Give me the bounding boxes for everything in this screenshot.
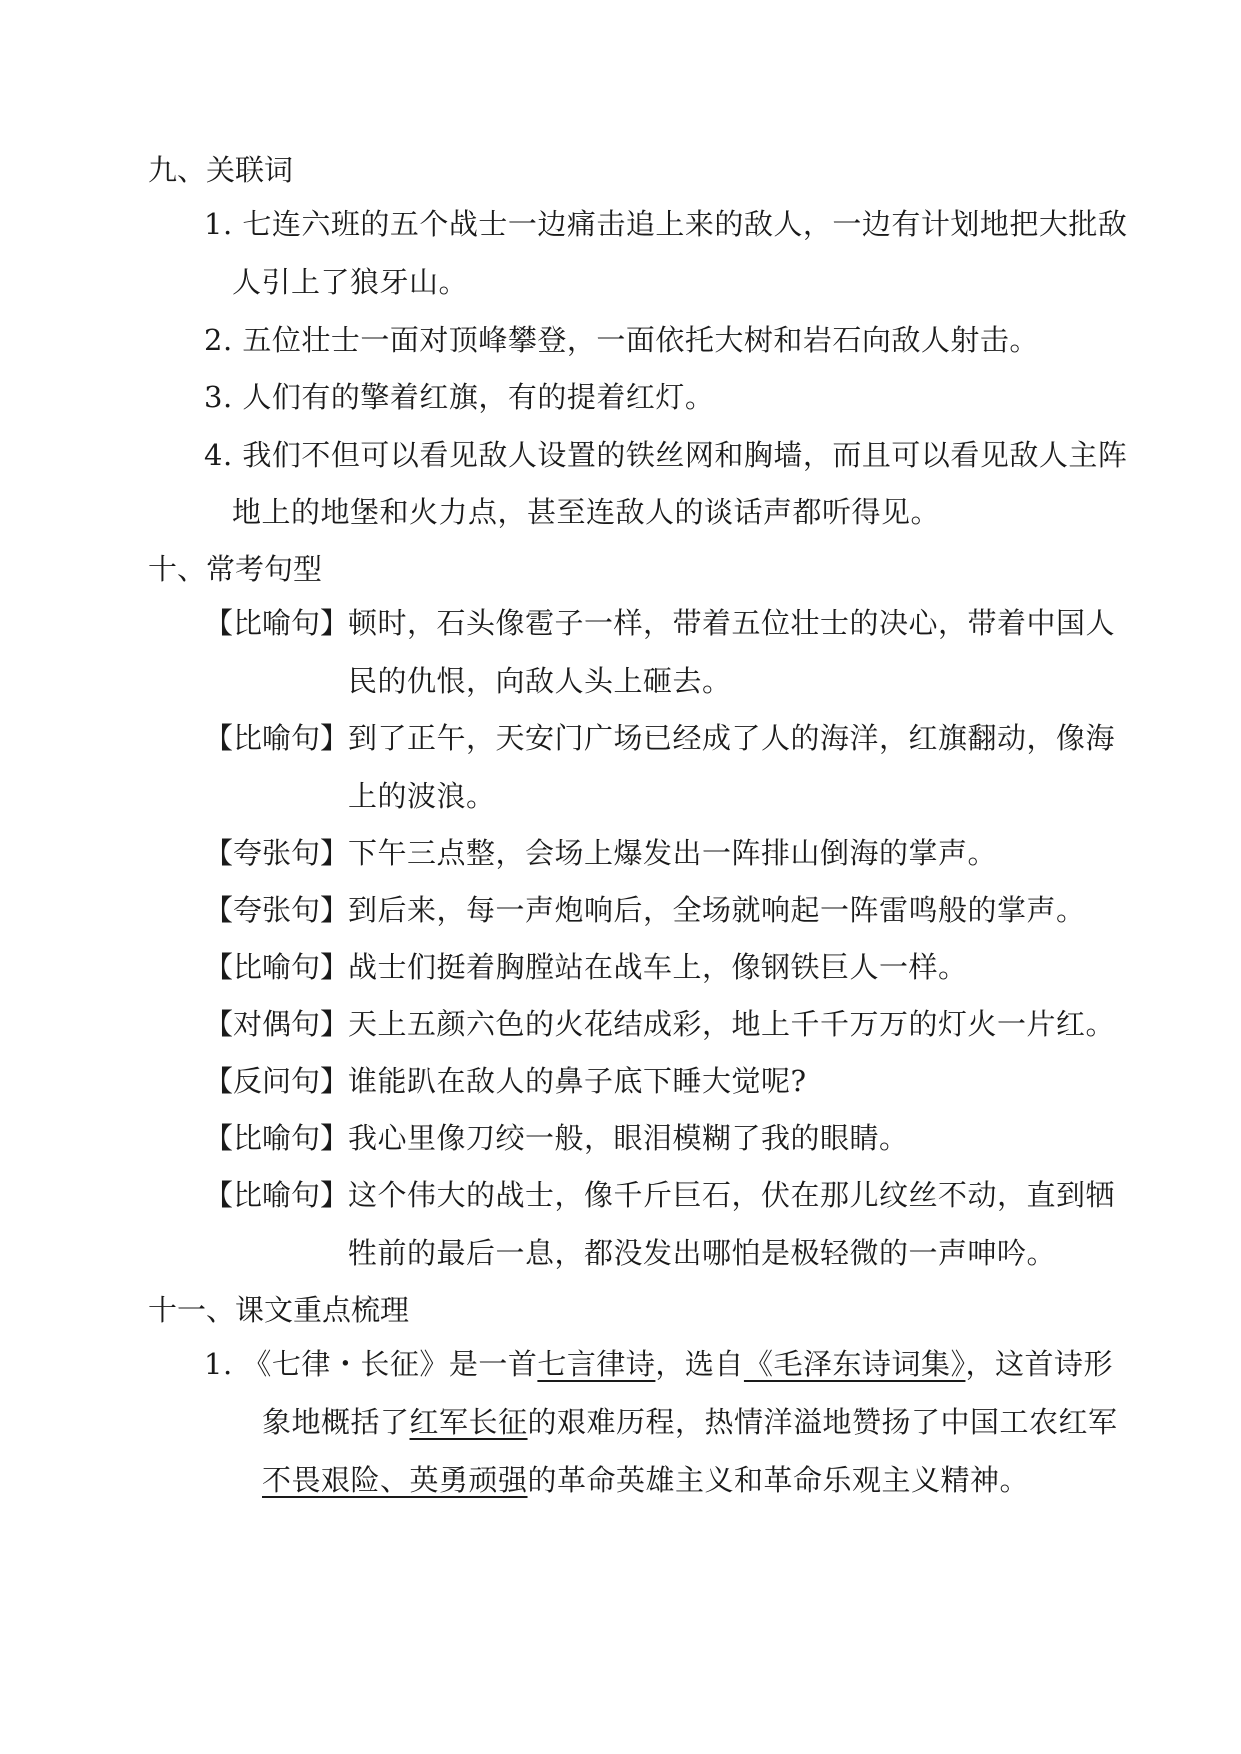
pattern-item-9-line-1: 这个伟大的战士，像千斤巨石，伏在那儿纹丝不动，直到牺 [348, 1178, 1116, 1212]
key-point-number: 1. [204, 1347, 243, 1381]
underlined-answer: 《毛泽东诗词集》 [743, 1347, 966, 1381]
pattern-item-1-line-2: 民的仇恨，向敌人头上砸去。 [348, 664, 732, 698]
underlined-answer: 不畏艰险、英勇顽强 [262, 1463, 528, 1497]
key-point-text: 的革命英雄主义和革命乐观主义精神。 [527, 1463, 1030, 1497]
pattern-item-5: 战士们挺着胸膛站在战车上，像钢铁巨人一样。 [348, 950, 968, 984]
section-heading-connectives: 九、关联词 [148, 153, 294, 187]
pattern-item-7: 谁能趴在敌人的鼻子底下睡大觉呢? [348, 1064, 807, 1098]
pattern-tag: 【夸张句】 [204, 893, 350, 927]
pattern-item-3: 下午三点整，会场上爆发出一阵排山倒海的掌声。 [348, 836, 998, 870]
pattern-tag: 【比喻句】 [204, 721, 350, 755]
underlined-answer: 七言律诗 [537, 1347, 656, 1381]
pattern-item-2-line-1: 到了正午，天安门广场已经成了人的海洋，红旗翻动，像海 [348, 721, 1116, 755]
pattern-tag: 【比喻句】 [204, 950, 350, 984]
pattern-tag: 【夸张句】 [204, 836, 350, 870]
section-heading-sentence-patterns: 十、常考句型 [148, 552, 323, 586]
connective-item-4-line-2: 地上的地堡和火力点，甚至连敌人的谈话声都听得见。 [232, 495, 941, 529]
pattern-item-9-line-2: 牲前的最后一息，都没发出哪怕是极轻微的一声呻吟。 [348, 1236, 1057, 1270]
connective-item-3: 3. 人们有的擎着红旗，有的提着红灯。 [204, 380, 715, 414]
pattern-tag: 【反问句】 [204, 1064, 350, 1098]
key-point-text: ，选自 [655, 1347, 744, 1381]
key-point-text: 的艰难历程，热情洋溢地赞扬了中国工农红军 [527, 1405, 1118, 1439]
key-point-text: ，这首诗形 [965, 1347, 1113, 1381]
key-point-1-line-1 [204, 1344, 1113, 1384]
connective-item-1-line-2: 人引上了狼牙山。 [232, 265, 469, 299]
underlined-answer: 红军长征 [409, 1405, 528, 1439]
connective-item-2: 2. 五位壮士一面对顶峰攀登，一面依托大树和岩石向敌人射击。 [204, 323, 1039, 357]
pattern-tag: 【比喻句】 [204, 1178, 350, 1212]
key-point-text: 《七律・长征》是一首 [242, 1347, 538, 1381]
connective-item-1-line-1: 1. 七连六班的五个战士一边痛击追上来的敌人，一边有计划地把大批敌 [204, 207, 1128, 241]
pattern-item-6: 天上五颜六色的火花结成彩，地上千千万万的灯火一片红。 [348, 1007, 1116, 1041]
pattern-item-1-line-1: 顿时，石头像雹子一样，带着五位壮士的决心，带着中国人 [348, 606, 1116, 640]
section-heading-key-points: 十一、课文重点梳理 [148, 1293, 410, 1327]
pattern-item-4: 到后来，每一声炮响后，全场就响起一阵雷鸣般的掌声。 [348, 893, 1086, 927]
pattern-item-2-line-2: 上的波浪。 [348, 779, 496, 813]
connective-item-4-line-1: 4. 我们不但可以看见敌人设置的铁丝网和胸墙，而且可以看见敌人主阵 [204, 438, 1128, 472]
pattern-tag: 【比喻句】 [204, 606, 350, 640]
key-point-1-line-3 [262, 1460, 1029, 1500]
key-point-text: 象地概括了 [262, 1405, 410, 1439]
key-point-1-line-2 [262, 1402, 1118, 1442]
pattern-tag: 【比喻句】 [204, 1121, 350, 1155]
pattern-tag: 【对偶句】 [204, 1007, 350, 1041]
pattern-item-8: 我心里像刀绞一般，眼泪模糊了我的眼睛。 [348, 1121, 909, 1155]
